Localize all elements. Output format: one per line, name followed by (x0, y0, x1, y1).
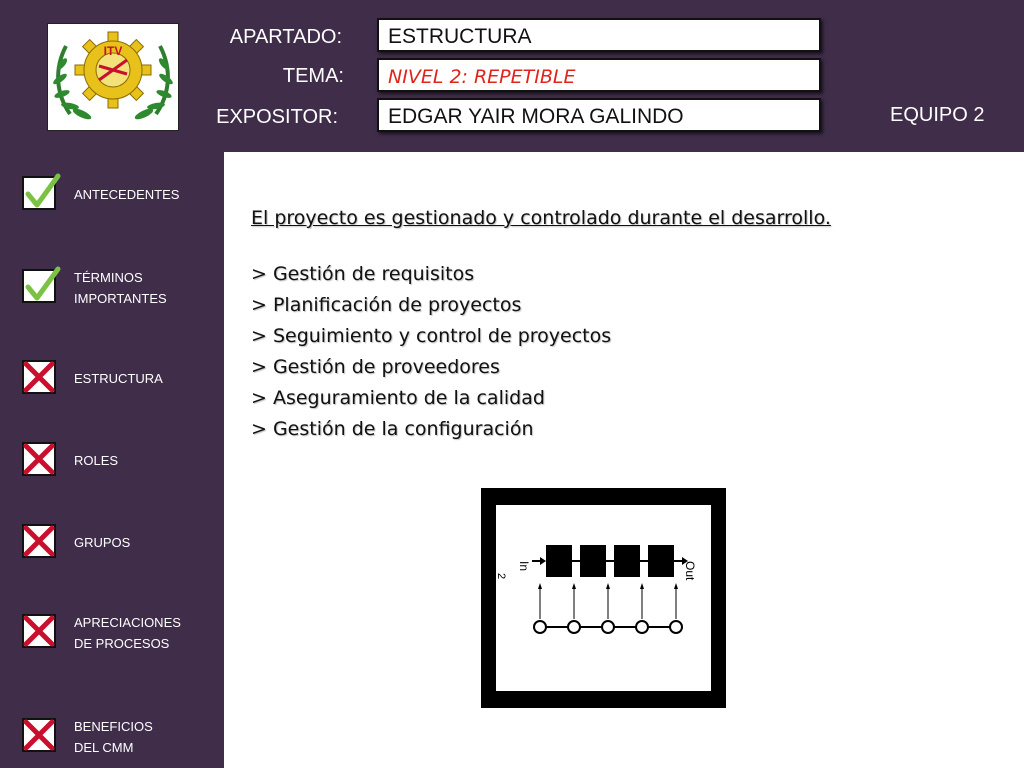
tema-label: TEMA: (282, 65, 344, 87)
slide-header (0, 0, 1024, 152)
logo-text: ITV (103, 44, 123, 58)
status-box (22, 176, 56, 210)
sidebar-item-label: APRECIACIONES DE PROCESOS (74, 615, 181, 651)
level-label: 2 (496, 573, 507, 580)
sidebar-item-label: BENEFICIOS DEL CMM (74, 719, 153, 755)
bullet-item: > Gestión de requisitos (251, 263, 475, 285)
control-node (670, 621, 682, 633)
arrow-head (540, 557, 546, 565)
process-diagram (481, 488, 726, 708)
status-box (22, 524, 56, 558)
control-node (534, 621, 546, 633)
cross-icon (22, 614, 56, 648)
cross-icon (22, 360, 56, 394)
sidebar-item-beneficios-del-cmm[interactable] (22, 718, 222, 768)
process-flow-diagram (496, 505, 711, 691)
process-block (580, 545, 606, 577)
process-block (648, 545, 674, 577)
sidebar-item-apreciaciones-de-procesos[interactable] (22, 614, 222, 664)
expositor-value: EDGAR YAIR MORA GALINDO (377, 98, 821, 132)
sidebar-item-label: ESTRUCTURA (74, 371, 163, 386)
sidebar-nav (0, 152, 224, 768)
sidebar-item-label: ROLES (74, 453, 119, 468)
expositor-label: EXPOSITOR: (216, 106, 338, 128)
slide-content (224, 152, 1024, 768)
out-label: Out (683, 561, 697, 581)
bullet-item: > Aseguramiento de la calidad (251, 387, 545, 409)
apartado-label: APARTADO: (229, 26, 342, 48)
bullet-item: > Gestión de la configuración (251, 418, 534, 440)
sidebar-item-label: ANTECEDENTES (74, 187, 180, 202)
logo (47, 23, 179, 131)
bullet-item: > Gestión de proveedores (251, 356, 500, 378)
in-label: In (517, 561, 531, 572)
control-node (602, 621, 614, 633)
cross-icon (22, 524, 56, 558)
content-text (251, 207, 991, 445)
cross-icon (22, 442, 56, 476)
status-box (22, 442, 56, 476)
check-icon (22, 172, 62, 212)
process-block (546, 545, 572, 577)
control-node (636, 621, 648, 633)
cross-icon (22, 718, 56, 752)
control-node (568, 621, 580, 633)
check-icon (22, 265, 62, 305)
status-box (22, 614, 56, 648)
bullet-item: > Seguimiento y control de proyectos (251, 325, 612, 347)
apartado-value: ESTRUCTURA (377, 18, 821, 52)
tema-value: NIVEL 2: REPETIBLE (377, 58, 821, 92)
sidebar-item-antecedentes[interactable] (22, 176, 222, 226)
gear-logo-icon (48, 24, 178, 130)
status-box (22, 269, 56, 303)
sidebar-item-label: GRUPOS (74, 535, 131, 550)
sidebar-item-roles[interactable] (22, 442, 222, 492)
status-box (22, 360, 56, 394)
process-block (614, 545, 640, 577)
diagram-canvas (496, 505, 711, 691)
status-box (22, 718, 56, 752)
bullet-item: > Planificación de proyectos (251, 294, 522, 316)
content-title: El proyecto es gestionado y controlado durante el desarrollo. (251, 207, 831, 229)
equipo-label: EQUIPO 2 (890, 104, 985, 126)
sidebar-item-estructura[interactable] (22, 360, 222, 410)
sidebar-item-label: TÉRMINOS IMPORTANTES (74, 270, 167, 306)
sidebar-item-grupos[interactable] (22, 524, 222, 574)
sidebar-item-terminos-importantes[interactable] (22, 269, 222, 319)
